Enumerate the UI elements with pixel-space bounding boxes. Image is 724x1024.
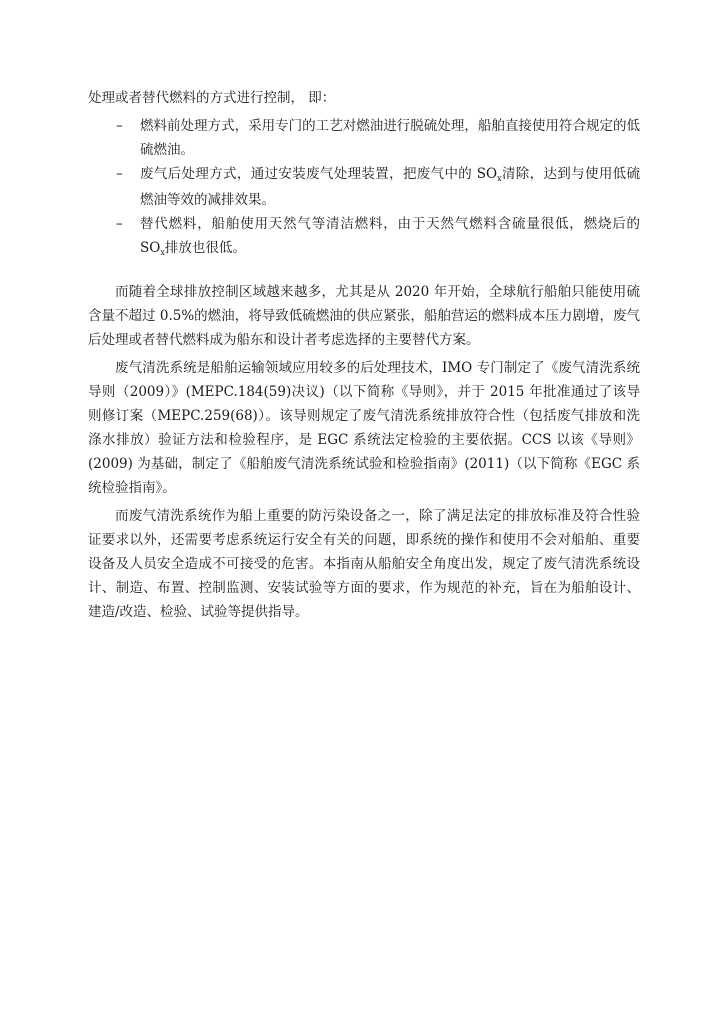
paragraph-emission-control: 而随着全球排放控制区域越来越多，尤其是从 2020 年开始，全球航行船舶只能使用硫含量不超过 0.5%的燃油，将导致低硫燃油的供应紧张，船舶营运的燃料成本压力剧增，废气后处理或者替代燃料成为船东和设计者考虑选择的主要替代方案。 <box>88 284 640 348</box>
dash-marker: – <box>116 216 123 232</box>
intro-line: 处理或者替代燃料的方式进行控制， 即： <box>88 90 336 106</box>
subscript-x: x <box>160 248 165 257</box>
paragraph-guide-purpose: 而废气清洗系统作为船上重要的防污染设备之一，除了满足法定的排放标准及符合性验证要求以外，还需要考虑系统运行安全有关的问题，即系统的操作和使用不会对船舶、重要设备及人员安全造成不可接受的危害。本指南从船舶安全角度出发，规定了废气清洗系统设计、制造、布置、控制监测、安装试验等方面的要求，作为规范的补充，旨在为船舶设计、建造/改造、检验、试验等提供指导。 <box>88 508 640 620</box>
list-item-alternative-fuel <box>88 212 640 262</box>
dash-marker: – <box>116 118 123 134</box>
document-body <box>88 86 640 624</box>
list-item-text: 燃料前处理方式，采用专门的工艺对燃油进行脱硫处理，船舶直接使用符合规定的低硫燃油。 <box>140 118 640 158</box>
list-item-text-post: 排放也很低。 <box>164 240 246 256</box>
measures-list <box>88 114 640 262</box>
list-item-text-pre: 替代燃料，船舶使用天然气等清洁燃料，由于天然气燃料含硫量很低，燃烧后的 SO <box>140 216 640 256</box>
list-item-fuel-pretreatment <box>88 114 640 162</box>
list-item-exhaust-aftertreatment <box>88 162 640 212</box>
list-item-text-post: 清除，达到与使用低硫燃油等效的减排效果。 <box>140 166 641 208</box>
paragraph-egc-guidelines: 废气清洗系统是船舶运输领域应用较多的后处理技术，IMO 专门制定了《废气清洗系统导则（2009）》(MEPC.184(59)决议)（以下简称《导则》，并于 2015 年批准通过了该导则修订案（MEPC.259(68)）。该导则规定了废气清洗系统排放符合性（包括废气排放和洗涤水排放）验证方法和检验程序，是 EGC 系统法定检验的主要依据。CCS 以该《导则》(2009) 为基础，制定了《船舶废气清洗系统试验和检验指南》(2011)（以下简称《EGC 系统检验指南》。 <box>88 360 640 496</box>
list-item-text-pre: 废气后处理方式，通过安装废气处理装置，把废气中的 SO <box>140 166 498 182</box>
subscript-x: x <box>497 174 502 183</box>
dash-marker: – <box>116 166 123 182</box>
